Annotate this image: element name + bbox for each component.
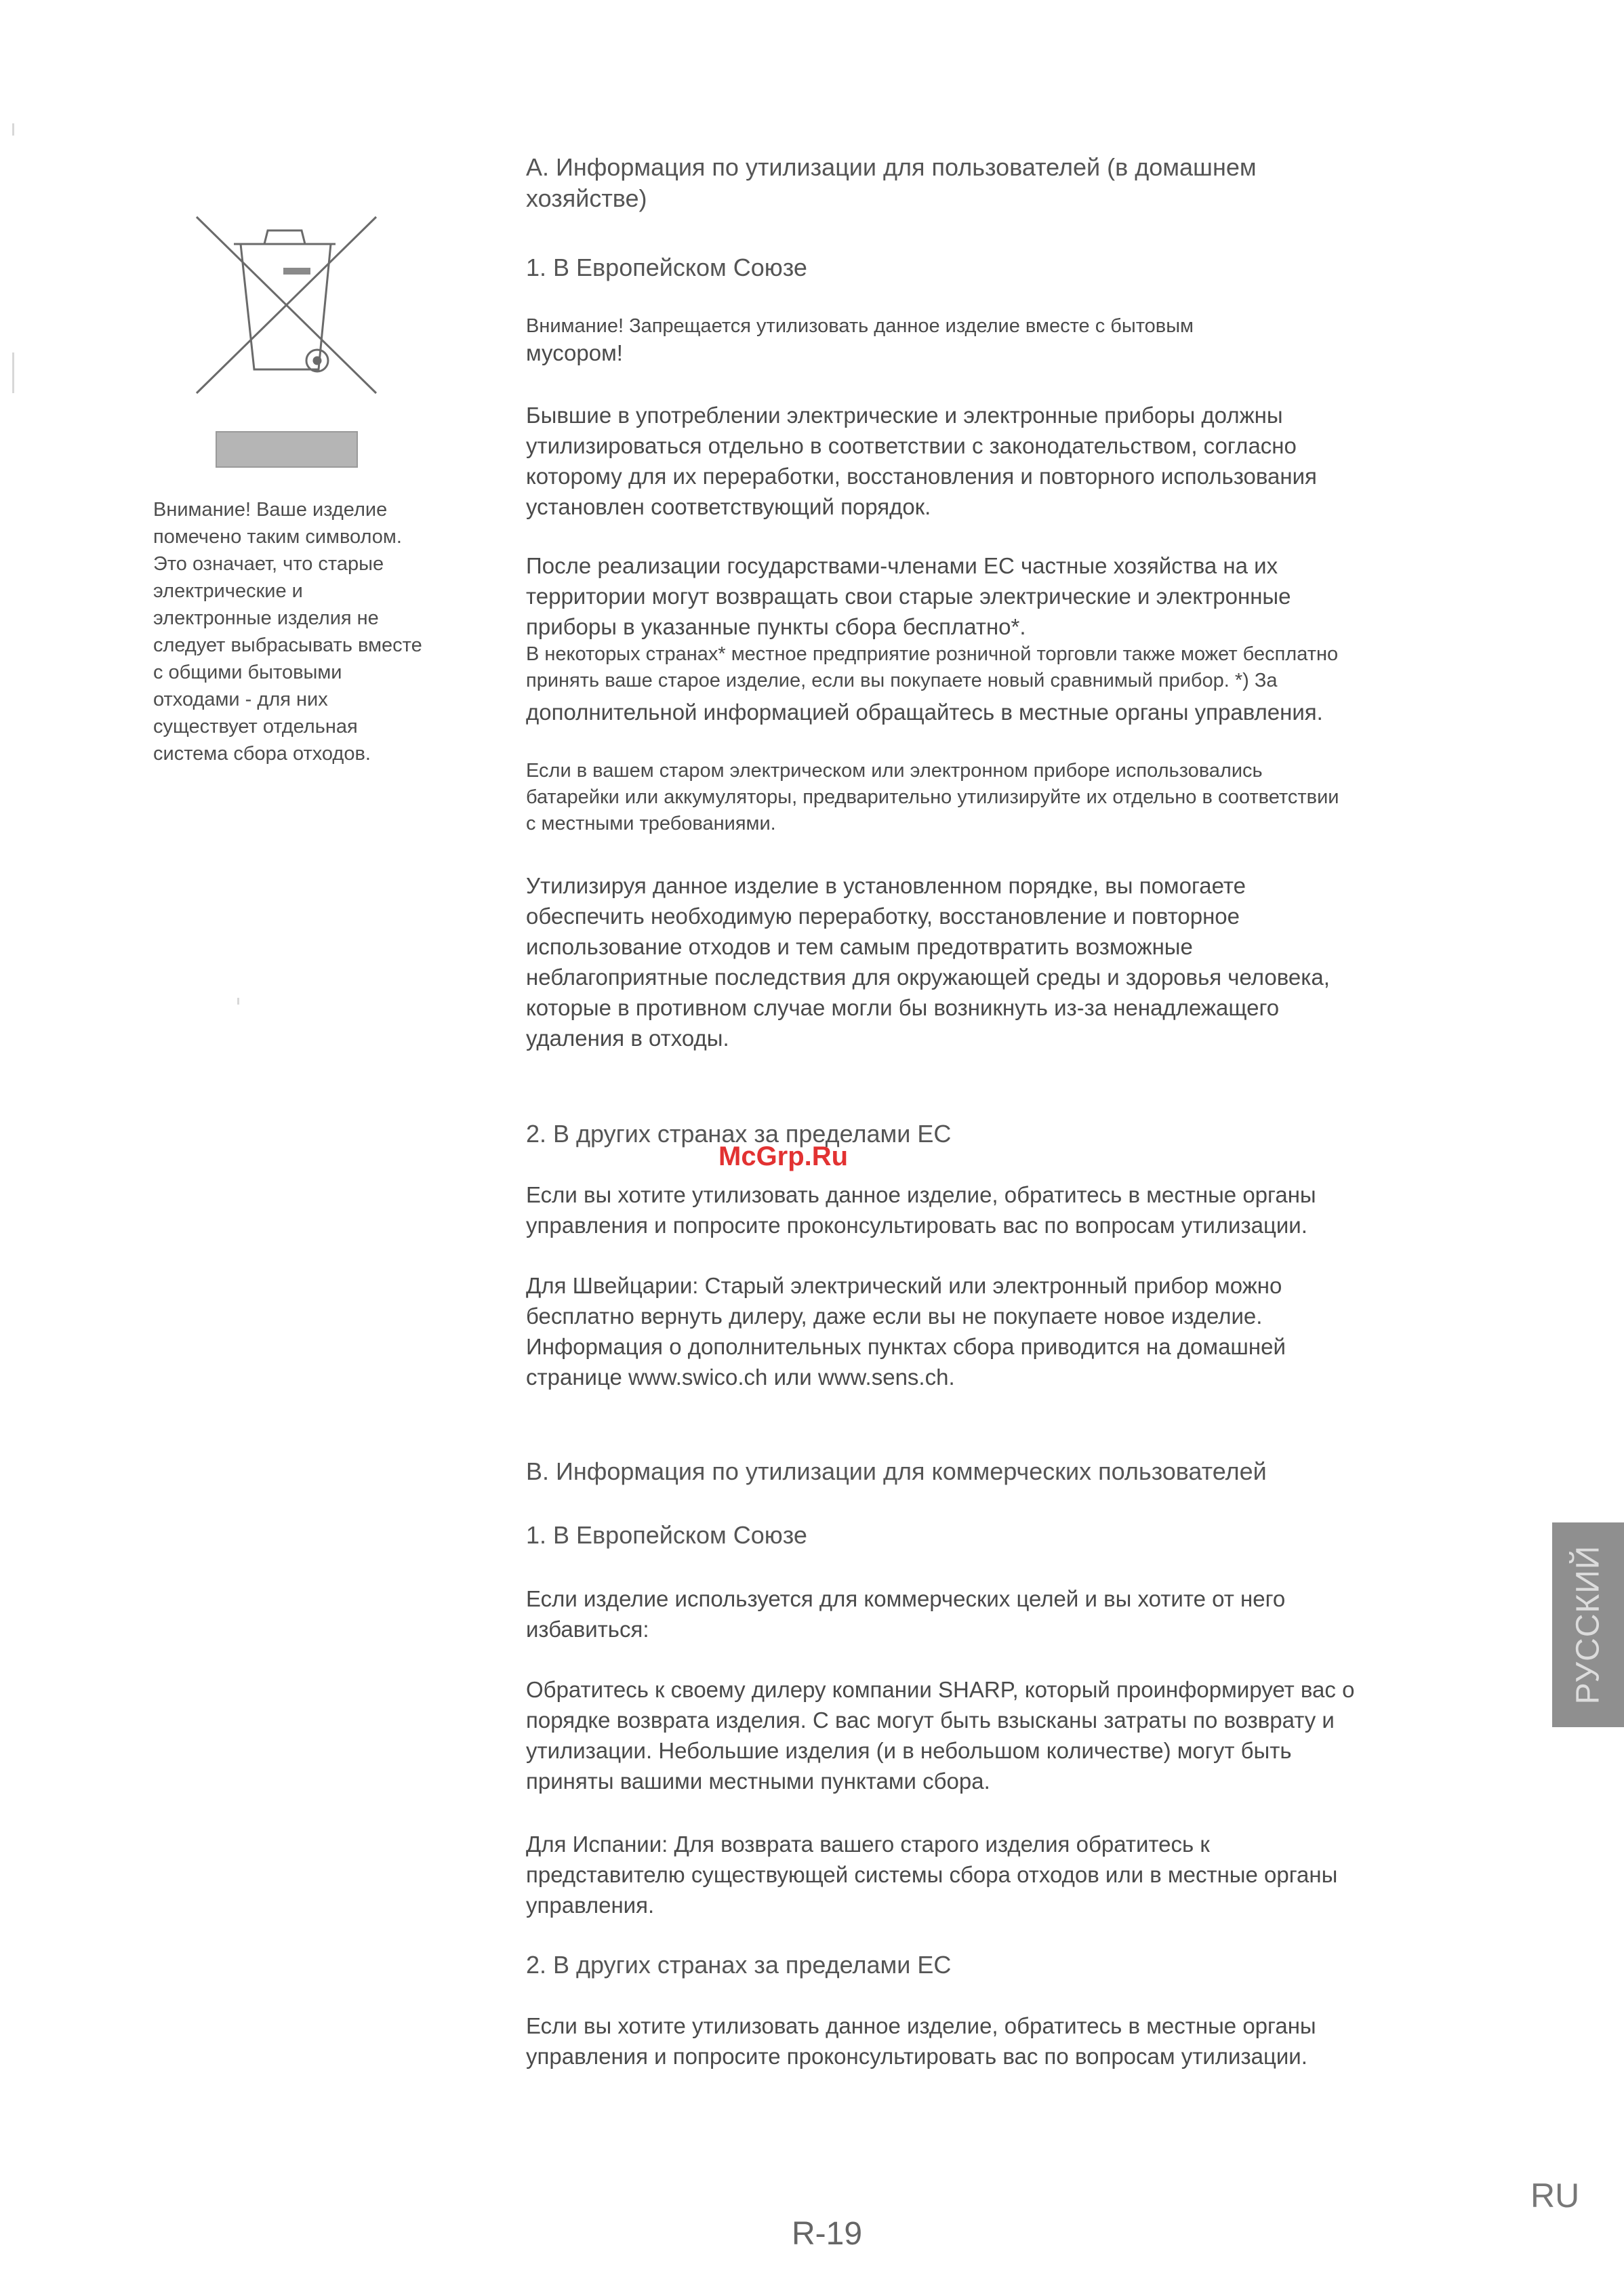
language-tab <box>1552 1522 1624 1727</box>
section-a-p6: Если в вашем старом электрическом или электронном приборе использовались батарейки или аккумуляторы, предварительно утилизируйте их отдельно в соответствии с местными требованиями. <box>526 760 1339 834</box>
caption-line: следует выбрасывать вместе <box>153 634 422 656</box>
scan-mark <box>12 123 14 136</box>
section-b-p3: Для Испании: Для возврата вашего старого изделия обратитесь к представителю существующей системы сбора отходов или в местные органы управления. <box>526 1832 1338 1918</box>
section-a-p5: дополнительной информацией обращайтесь в местные органы управления. <box>526 700 1323 725</box>
scan-mark <box>12 352 14 393</box>
section-a-p4: В некоторых странах* местное предприятие розничной торговли также может бесплатно принять ваше старое изделие, если вы покупаете новый сравнимый прибор. *) За <box>526 643 1339 691</box>
section-a-title: А. Информация по утилизации для пользователей (в домашнем хозяйстве) <box>526 153 1257 212</box>
section-a-p9: Для Швейцарии: Старый электрический или электронный прибор можно бесплатно вернуть дилеру, даже если вы не покупаете новое изделие. Информация о дополнительных пунктах сбора приводится на домашней странице www.swico.ch или www.sens.ch. <box>526 1273 1286 1390</box>
caption-line: система сбора отходов. <box>153 743 371 765</box>
section-b-sub2: 2. В других странах за пределами ЕС <box>526 1951 952 1979</box>
weee-symbol-caption <box>153 496 492 767</box>
section-a-p7: Утилизируя данное изделие в установленном порядке, вы помогаете обеспечить необходимую переработку, восстановление и повторное использование отходов и тем самым предотвратить возможные неблагоприятные последствия для окружающей среды и здоровья человека, которые в противном случае могли бы возникнуть из-за ненадлежащего удаления в отходы. <box>526 873 1330 1051</box>
section-a-sub2: 2. В других странах за пределами ЕС <box>526 1120 952 1148</box>
language-code: RU <box>1530 2177 1580 2215</box>
section-b-p2: Обратитесь к своему дилеру компании SHARP, который проинформирует вас о порядке возврата изделия. С вас могут быть взысканы затраты по возврату и утилизации. Небольшие изделия (и в небольшом количестве) могут быть приняты вашими местными пунктами сбора. <box>526 1677 1355 1794</box>
section-a-sub1: 1. В Европейском Союзе <box>526 254 807 281</box>
section-a-p3: После реализации государствами-членами ЕС частные хозяйства на их территории могут возвращать свои старые электрические и электронные приборы в указанные пункты сбора бесплатно*. <box>526 553 1291 639</box>
language-tab-label: РУССКИЙ <box>1570 1545 1606 1705</box>
section-a-p1: Внимание! Запрещается утилизовать данное изделие вместе с бытовым мусором! <box>526 315 1194 365</box>
crossed-out-wheelie-bin-icon <box>183 203 386 407</box>
caption-line: Внимание! Ваше изделие <box>153 499 388 521</box>
section-a-p2: Бывшие в употреблении электрические и электронные приборы должны утилизироваться отдельно в соответствии с законодательством, согласно которому для их переработки, восстановления и повторного использования установлен соответствующий порядок. <box>526 403 1317 519</box>
caption-line: с общими бытовыми <box>153 662 342 683</box>
caption-line: помечено таким символом. <box>153 526 402 548</box>
watermark: McGrp.Ru <box>718 1142 849 1171</box>
caption-line: электрические и <box>153 580 303 602</box>
section-b-p1: Если изделие используется для коммерческих целей и вы хотите от него избавиться: <box>526 1586 1286 1642</box>
caption-line: электронные изделия не <box>153 607 379 629</box>
section-a-p8: Если вы хотите утилизовать данное изделие, обратитесь в местные органы управления и попросите проконсультировать вас по вопросам утилизации. <box>526 1182 1316 1238</box>
section-b-sub1: 1. В Европейском Союзе <box>526 1521 807 1549</box>
weee-symbol-bar <box>216 431 358 468</box>
caption-line: Это означает, что старые <box>153 553 384 575</box>
section-b-title: B. Информация по утилизации для коммерческих пользователей <box>526 1457 1267 1485</box>
caption-line: отходами - для них <box>153 689 328 710</box>
caption-line: существует отдельная <box>153 716 358 738</box>
section-b-p4: Если вы хотите утилизовать данное изделие, обратитесь в местные органы управления и попросите проконсультировать вас по вопросам утилизации. <box>526 2013 1316 2069</box>
page-number: R-19 <box>792 2216 863 2252</box>
scan-mark <box>237 998 239 1005</box>
